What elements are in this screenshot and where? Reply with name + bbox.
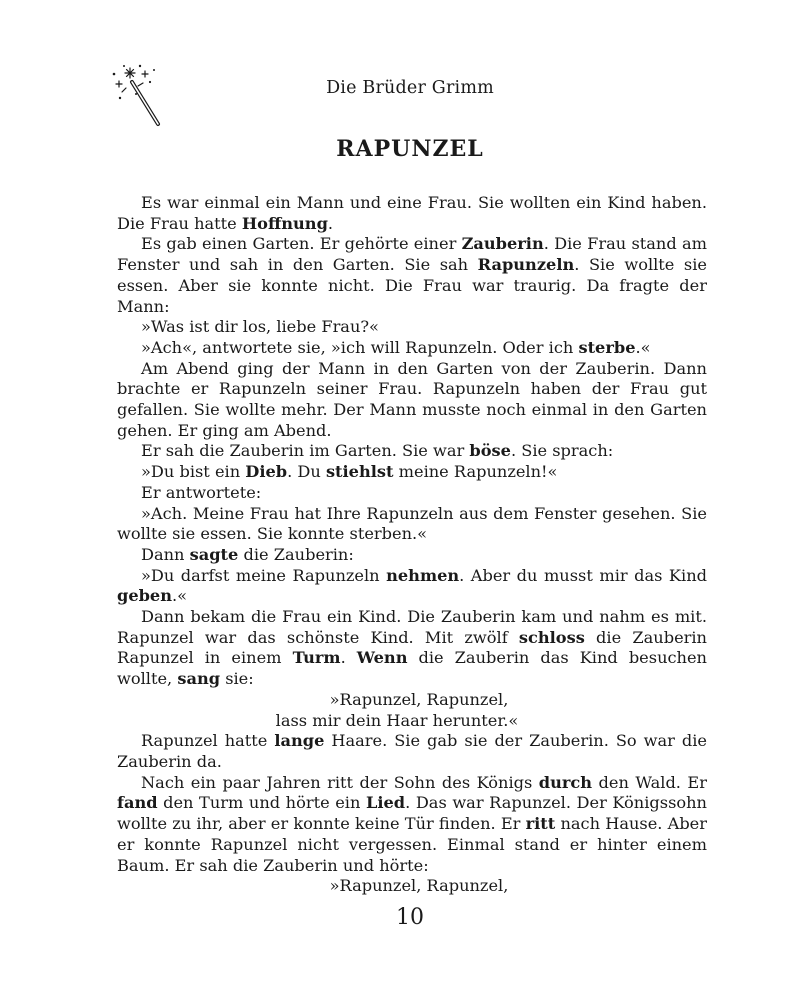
text-run: Rapunzel hatte: [141, 731, 275, 751]
paragraph: [117, 234, 707, 317]
vocab-word: Hoffnung: [241, 213, 328, 233]
vocab-word: schloss: [518, 627, 585, 647]
text-run: .: [327, 213, 334, 233]
text-run: . Aber du musst mir das Kind: [459, 565, 707, 585]
vocab-word: Wenn: [356, 648, 408, 668]
vocab-word: fand: [117, 793, 158, 813]
paragraph: [117, 607, 707, 690]
verse-line: [117, 690, 707, 711]
text-run: meine Rapunzeln!«: [393, 462, 558, 482]
vocab-word: Lied: [365, 793, 406, 813]
vocab-word: sang: [177, 669, 221, 689]
text-run: Haare. Sie gab sie der Zauberin. So war die Zauberin da.: [117, 731, 707, 771]
paragraph: [117, 566, 707, 607]
text-run: sie:: [220, 669, 254, 689]
paragraph: [117, 193, 707, 234]
text-run: Dann bekam die Frau ein Kind. Die Zauberin kam und nahm es mit. Rapunzel war das schönste Kind. Mit zwölf: [117, 607, 707, 647]
text-run: Dann: [141, 544, 190, 564]
text-run: Es gab einen Garten. Er gehörte einer: [141, 234, 462, 254]
text-run: . Du: [287, 462, 326, 482]
page-number: 10: [396, 905, 424, 930]
text-run: .: [340, 648, 357, 668]
text-run: »Ach. Meine Frau hat Ihre Rapunzeln aus dem Fenster gesehen. Sie wollte sie essen. Sie konnte sterben.«: [117, 503, 707, 544]
vocab-word: sagte: [189, 544, 239, 564]
story-title: RAPUNZEL: [336, 136, 484, 162]
vocab-word: sterbe: [578, 337, 636, 357]
vocab-word: durch: [538, 772, 593, 792]
paragraph: [117, 441, 707, 462]
paragraph: [117, 504, 707, 545]
paragraph: [117, 545, 707, 566]
vocab-word: nehmen: [386, 565, 460, 585]
text-run: .«: [635, 337, 651, 357]
text-run: »Ach«, antwortete sie, »ich will Rapunzeln. Oder ich: [141, 337, 579, 357]
paragraph: [117, 359, 707, 442]
text-run: Nach ein paar Jahren ritt der Sohn des Königs: [141, 772, 539, 792]
text-run: nach Hause. Aber er konnte Rapunzel nicht vergessen. Einmal stand er hinter einem Baum. Er sah die Zauberin und hörte:: [117, 814, 707, 875]
paragraph: [117, 338, 707, 359]
text-run: »Was ist dir los, liebe Frau?«: [141, 317, 379, 337]
text-run: . Sie sprach:: [510, 441, 614, 461]
text-run: Es war einmal ein Mann und eine Frau. Sie wollten ein Kind haben. Die Frau hatte: [117, 193, 707, 233]
text-run: »Rapunzel, Rapunzel,: [329, 689, 509, 709]
vocab-word: Turm: [292, 648, 341, 668]
paragraph: [117, 773, 707, 877]
vocab-word: lange: [274, 731, 325, 751]
text-run: die Zauberin das Kind besuchen wollte,: [117, 648, 707, 689]
paragraph: [117, 462, 707, 483]
vocab-word: geben: [117, 586, 173, 606]
text-run: Er antwortete:: [141, 482, 262, 502]
vocab-word: stiehlst: [325, 462, 394, 482]
text-run: »Rapunzel, Rapunzel,: [329, 876, 509, 896]
text-run: die Zauberin:: [238, 544, 354, 564]
paragraph: [117, 731, 707, 772]
text-run: den Wald. Er: [592, 772, 707, 792]
text-run: Er sah die Zauberin im Garten. Sie war: [141, 441, 470, 461]
verse-line: [117, 711, 707, 732]
paragraph: [117, 317, 707, 338]
text-run: »Du darfst meine Rapunzeln: [141, 565, 387, 585]
text-run: den Turm und hörte ein: [157, 793, 366, 813]
text-run: lass mir dein Haar herunter.«: [275, 710, 519, 730]
story-text: [117, 193, 707, 897]
vocab-word: böse: [469, 441, 511, 461]
vocab-word: ritt: [525, 814, 556, 834]
text-run: .«: [172, 586, 188, 606]
running-header: Die Brüder Grimm: [326, 78, 494, 98]
text-run: die Zauberin Rapunzel in einem: [117, 627, 707, 668]
vocab-word: Rapunzeln: [477, 255, 575, 275]
text-run: . Sie wollte sie essen. Aber sie konnte nicht. Die Frau war traurig. Da fragte der Mann:: [117, 255, 707, 316]
vocab-word: Zauberin: [461, 234, 544, 254]
text-run: . Die Frau stand am Fenster und sah in den Garten. Sie sah: [117, 234, 707, 275]
verse-line: [117, 876, 707, 897]
text-run: »Du bist ein: [141, 462, 246, 482]
text-run: Am Abend ging der Mann in den Garten von der Zauberin. Dann brachte er Rapunzeln seiner Frau. Rapunzeln haben der Frau gut gefallen. Sie wollte mehr. Der Mann musste noch einmal in den Garten gehen. Er ging am Abend.: [117, 358, 707, 440]
vocab-word: Dieb: [245, 462, 288, 482]
text-run: . Das war Rapunzel. Der Königssohn wollte zu ihr, aber er konnte keine Tür finden. Er: [117, 793, 707, 834]
paragraph: [117, 483, 707, 504]
